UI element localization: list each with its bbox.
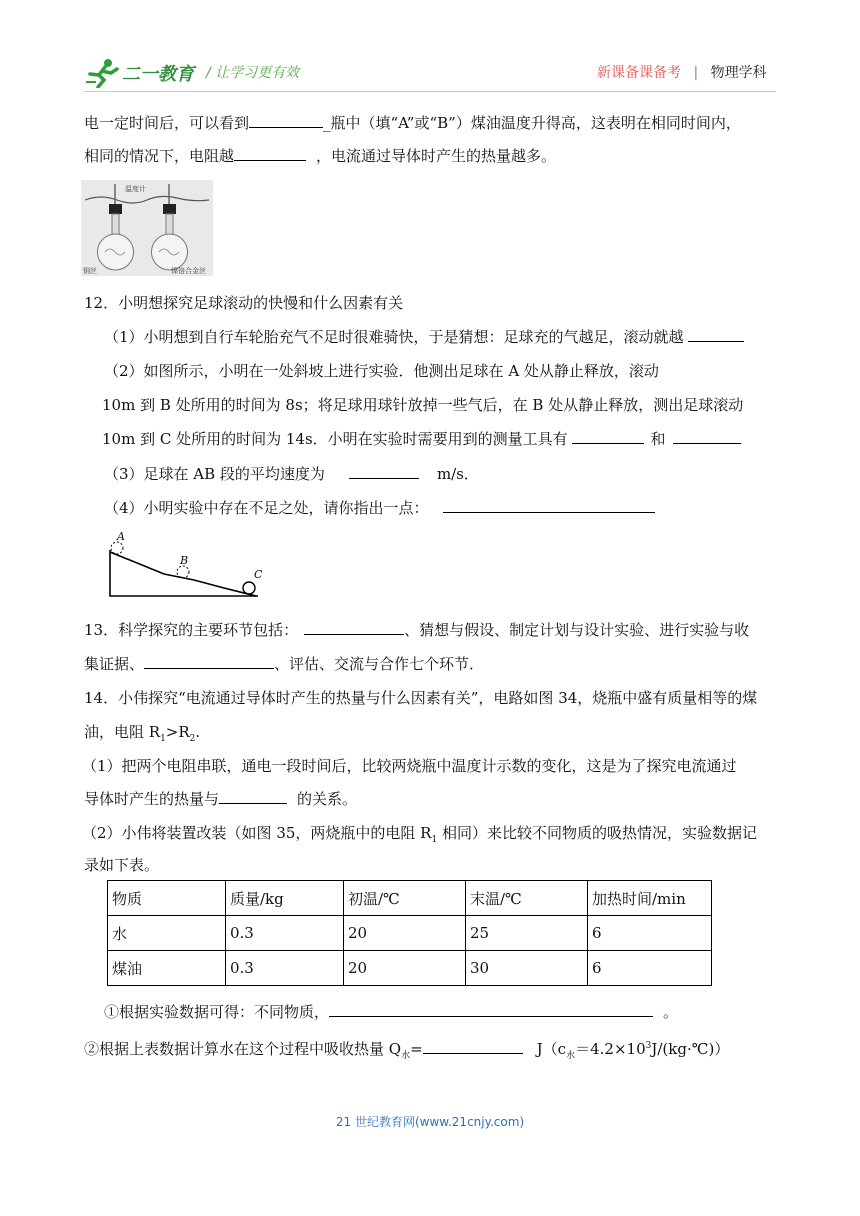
slope-label-a: A bbox=[117, 530, 125, 543]
answer-blank[interactable] bbox=[304, 620, 404, 635]
table-cell: 6 bbox=[588, 951, 712, 986]
answer-blank[interactable] bbox=[572, 429, 644, 444]
data-table bbox=[107, 880, 712, 986]
answer-blank[interactable] bbox=[443, 498, 655, 513]
q14-conclusion-1: ①根据实验数据可得：不同物质， 。 bbox=[104, 1003, 679, 1021]
flask-figure-drawing bbox=[81, 180, 213, 276]
q12-title: 12．小明想探究足球滚动的快慢和什么因素有关 bbox=[84, 294, 404, 312]
page-footer[interactable]: 21 世纪教育网(www.21cnjy.com) bbox=[335, 1115, 525, 1129]
q13-line1: 13．科学探究的主要环节包括： 、猜想与假设、制定计划与设计实验、进行实验与收 bbox=[84, 621, 750, 639]
q12-part2-line1: （2）如图所示，小明在一处斜坡上进行实验．他测出足球在 A 处从静止释放，滚动 bbox=[104, 362, 659, 380]
table-row bbox=[108, 951, 712, 986]
table-header-cell: 末温/℃ bbox=[466, 881, 588, 916]
table-cell: 6 bbox=[588, 916, 712, 951]
table-cell: 0.3 bbox=[226, 951, 344, 986]
flask-label-nichrome: 镍铬合金丝 bbox=[171, 267, 206, 275]
table-cell: 煤油 bbox=[108, 951, 226, 986]
table-header-cell: 质量/kg bbox=[226, 881, 344, 916]
table-header-cell: 初温/℃ bbox=[344, 881, 466, 916]
table-cell: 30 bbox=[466, 951, 588, 986]
slope-label-c: C bbox=[254, 568, 263, 581]
table-cell: 25 bbox=[466, 916, 588, 951]
flask-label-thermometer: 温度计 bbox=[125, 185, 146, 193]
table-cell: 0.3 bbox=[226, 916, 344, 951]
q12-part2-line2: 10m 到 B 处所用的时间为 8s；将足球用球针放掉一些气后，在 B 处从静止释放，测出足球滚动 bbox=[102, 396, 744, 414]
header-separator: | bbox=[693, 65, 699, 81]
answer-blank[interactable] bbox=[144, 654, 274, 669]
answer-blank[interactable] bbox=[249, 113, 323, 128]
q14-part1-line2: 导体时产生的热量与 的关系。 bbox=[84, 790, 358, 808]
answer-blank[interactable] bbox=[329, 1002, 653, 1017]
header-subject: 物理学科 bbox=[710, 65, 767, 81]
table-cell: 水 bbox=[108, 916, 226, 951]
logo-text: 二一教育 bbox=[122, 64, 194, 85]
q12-part4: （4）小明实验中存在不足之处，请你指出一点： bbox=[104, 498, 655, 518]
q14-conclusion-2: ②根据上表数据计算水在这个过程中吸收热量 $Q_水=$ $J(c_水=4.2\times 10^3J/(kg\cdot℃))$ bbox=[84, 1040, 730, 1061]
flask-figure bbox=[81, 180, 213, 276]
header-divider bbox=[84, 91, 776, 92]
q13-line2: 集证据、 、评估、交流与合作七个环节． bbox=[84, 655, 485, 673]
answer-blank[interactable] bbox=[673, 429, 741, 444]
answer-blank[interactable] bbox=[423, 1039, 523, 1054]
slope-figure bbox=[104, 530, 264, 600]
table-cell: 20 bbox=[344, 916, 466, 951]
q11-line1: 电一定时间后，可以看到 _瓶中（填“A”或“B”）煤油温度升得高，这表明在相同时间内， bbox=[84, 114, 741, 132]
q14-line2: 油，电阻 $R_1>R_2$. bbox=[84, 723, 201, 744]
header-course-title: 新课备课备考 bbox=[597, 65, 681, 81]
answer-blank[interactable] bbox=[349, 464, 419, 479]
table-header-cell: 加热时间/min bbox=[588, 881, 712, 916]
table-header-row bbox=[108, 881, 712, 916]
q12-part1: （1）小明想到自行车轮胎充气不足时很难骑快，于是猜想：足球充的气越足，滚动就越 bbox=[104, 327, 744, 347]
table-header-cell: 物质 bbox=[108, 881, 226, 916]
slope-label-b: B bbox=[180, 554, 189, 567]
q14-line1: 14．小伟探究“电流通过导体时产生的热量与什么因素有关”，电路如图 34，烧瓶中盛有质量相等的煤 bbox=[84, 689, 758, 707]
q14-part2-line2: 录如下表。 bbox=[84, 856, 160, 874]
page-header bbox=[0, 0, 860, 100]
runner-logo-icon bbox=[84, 58, 122, 88]
answer-blank[interactable] bbox=[219, 789, 287, 804]
q12-part3: （3）足球在 AB 段的平均速度为 m/s． bbox=[104, 465, 479, 483]
q12-part2-line3: 10m 到 C 处所用的时间为 14s．小明在实验时需要用到的测量工具有 和 bbox=[102, 429, 741, 449]
q14-part2-line1: （2）小伟将装置改装（如图 35，两烧瓶中的电阻 $R_1$ 相同）来比较不同物质的吸热情况，实验数据记 bbox=[82, 824, 757, 845]
answer-blank[interactable] bbox=[234, 146, 306, 161]
answer-blank[interactable] bbox=[688, 327, 744, 342]
q11-line2: 相同的情况下，电阻越 ，电流通过导体时产生的热量越多。 bbox=[84, 147, 557, 165]
q14-part1-line1: （1）把两个电阻串联，通电一段时间后，比较两烧瓶中温度计示数的变化，这是为了探究电流通过 bbox=[82, 757, 737, 775]
table-cell: 20 bbox=[344, 951, 466, 986]
table-row bbox=[108, 916, 712, 951]
logo-slogan: / 让学习更有效 bbox=[206, 65, 300, 81]
flask-label-copper: 铜丝 bbox=[83, 267, 97, 275]
